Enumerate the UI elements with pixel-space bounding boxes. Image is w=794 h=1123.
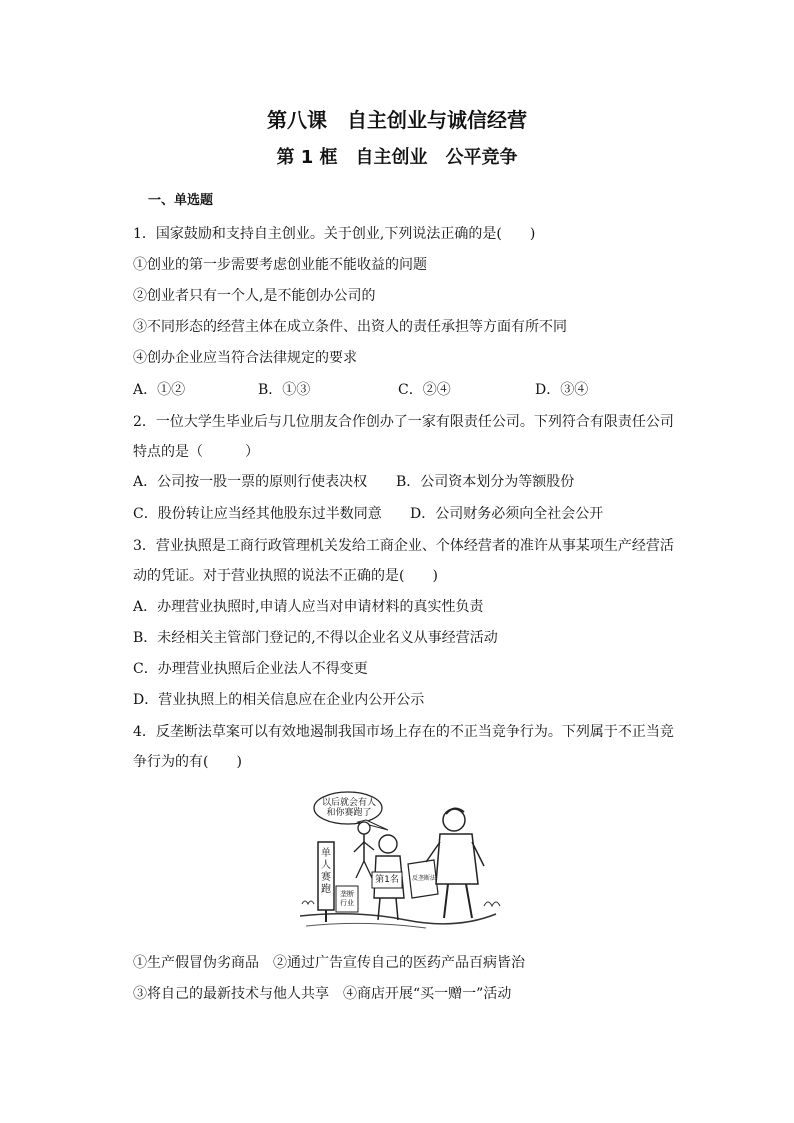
q1-option-b: B．①③: [258, 382, 311, 398]
q1-option-d: D．③④: [535, 382, 589, 398]
q1-stem: 1．国家鼓励和支持自主创业。关于创业,下列说法正确的是( ): [133, 226, 536, 242]
q3-option-d: D．营业执照上的相关信息应在企业内公开公示: [133, 692, 425, 708]
q1-option-a: A．①②: [133, 382, 186, 398]
q2-option-c: C．股份转让应当经其他股东过半数同意: [133, 506, 382, 522]
q4-stem-line2: 争行为的有( ): [133, 754, 242, 770]
cartoon-sign2-text: 垄断 行业: [340, 890, 354, 907]
q2-stem-line2: 特点的是（ ）: [133, 444, 259, 460]
q4-statements-1-2: ①生产假冒伪劣商品 ②通过广告宣传自己的医药产品百病皆治: [133, 955, 525, 971]
cartoon-sign-text: 单 人 赛 跑: [321, 848, 331, 895]
cartoon-illustration: [296, 786, 502, 936]
q3-option-c: C．办理营业执照后企业法人不得变更: [133, 661, 368, 677]
section-heading: 一、单选题: [148, 193, 214, 208]
q1-statement-2: ②创业者只有一个人,是不能创办公司的: [133, 288, 376, 304]
q1-statement-4: ④创办企业应当符合法律规定的要求: [133, 350, 357, 366]
q3-option-b: B．未经相关主管部门登记的,不得以企业名义从事经营活动: [133, 630, 498, 646]
q1-statement-1: ①创业的第一步需要考虑创业能不能收益的问题: [133, 257, 427, 273]
q3-stem-line1: 3．营业执照是工商行政管理机关发给工商企业、个体经营者的准许从事某项生产经营活: [133, 538, 674, 554]
lesson-subtitle: 第 1 框 自主创业 公平竞争: [276, 147, 518, 168]
cartoon-paper-text: 反垄断法: [412, 875, 437, 882]
q3-option-a: A．办理营业执照时,申请人应当对申请材料的真实性负责: [133, 599, 484, 615]
q3-stem-line2: 动的凭证。对于营业执照的说法不正确的是( ): [133, 568, 438, 584]
lesson-title: 第八课 自主创业与诚信经营: [267, 108, 527, 132]
q2-option-b: B．公司资本划分为等额股份: [396, 474, 575, 490]
q2-option-a: A．公司按一股一票的原则行使表决权: [133, 474, 368, 490]
cartoon-bubble-text: 以后就会有人 和你赛跑了: [321, 798, 376, 818]
q2-stem-line1: 2．一位大学生毕业后与几位朋友合作创办了一家有限责任公司。下列符合有限责任公司: [133, 414, 674, 430]
q1-statement-3: ③不同形态的经营主体在成立条件、出资人的责任承担等方面有所不同: [133, 319, 567, 335]
cartoon-medal-text: 第1名: [375, 875, 399, 885]
q4-stem-line1: 4．反垄断法草案可以有效地遏制我国市场上存在的不正当竞争行为。下列属于不正当竞: [133, 724, 674, 740]
q1-option-c: C．②④: [398, 382, 451, 398]
q4-statements-3-4: ③将自己的最新技术与他人共享 ④商店开展“买一赠一”活动: [133, 986, 512, 1002]
q2-option-d: D．公司财务必须向全社会公开: [410, 506, 604, 522]
